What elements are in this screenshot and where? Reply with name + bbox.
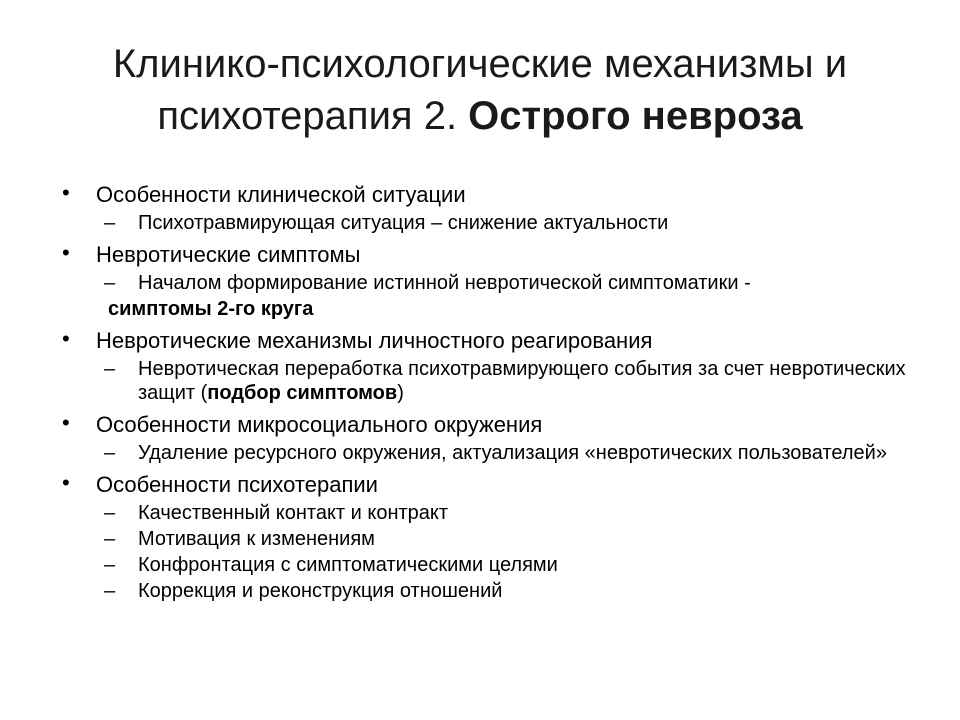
bullet-item [62,411,922,439]
dash-icon: – [104,554,116,576]
bullet-label: Невротические механизмы личностного реагирования [96,328,653,353]
bullet-label: Особенности психотерапии [96,472,378,497]
bullet-item [62,327,922,355]
sub-item-text: Началом формирование истинной невротической симптоматики - [138,272,751,294]
bullet-icon: • [62,180,70,205]
sub-item [62,441,922,465]
sub-item-continuation [62,297,922,321]
bullet-label: Невротические симптомы [96,242,361,267]
sub-item-bold-text: подбор симптомов [207,382,398,404]
title-text: Клинико-психологические механизмы и психотерапия 2. [112,42,848,138]
sub-item-text: Конфронтация с симптоматическими целями [138,554,558,576]
bullet-icon: • [62,470,70,495]
dash-icon: – [104,212,116,234]
dash-icon: – [104,502,116,524]
sub-item [62,579,922,603]
bullet-icon: • [62,326,70,351]
sub-item-text: Качественный контакт и контракт [138,502,449,524]
bullet-label: Особенности клинической ситуации [96,182,466,207]
sub-item-text: Психотравмирующая ситуация – снижение актуальности [138,212,669,234]
bullet-icon: • [62,410,70,435]
bullet-icon: • [62,240,70,265]
sub-item-text: Невротическая переработка психотравмирующего события за счет невротических защит ( [138,358,906,404]
sub-item-text: Удаление ресурсного окружения, актуализация «невротических пользователей» [138,442,887,464]
slide-title [40,38,920,142]
sub-item [62,211,922,235]
bullet-label: Особенности микросоциального окружения [96,412,543,437]
sub-item [62,357,922,405]
sub-item-text: Мотивация к изменениям [138,528,375,550]
dash-icon: – [104,442,116,464]
sub-item-bold-text: симптомы 2-го круга [108,298,314,320]
sub-item [62,553,922,577]
title-bold-text: Острого невроза [468,94,803,138]
sub-item [62,271,922,295]
bullet-item [62,181,922,209]
dash-icon: – [104,528,116,550]
bullet-item [62,241,922,269]
bullet-item [62,471,922,499]
dash-icon: – [104,358,116,380]
bullet-list [62,178,922,603]
sub-item [62,501,922,525]
dash-icon: – [104,272,116,294]
sub-item-text: Коррекция и реконструкция отношений [138,580,503,602]
sub-item [62,527,922,551]
sub-item-text-end: ) [397,382,404,404]
dash-icon: – [104,580,116,602]
